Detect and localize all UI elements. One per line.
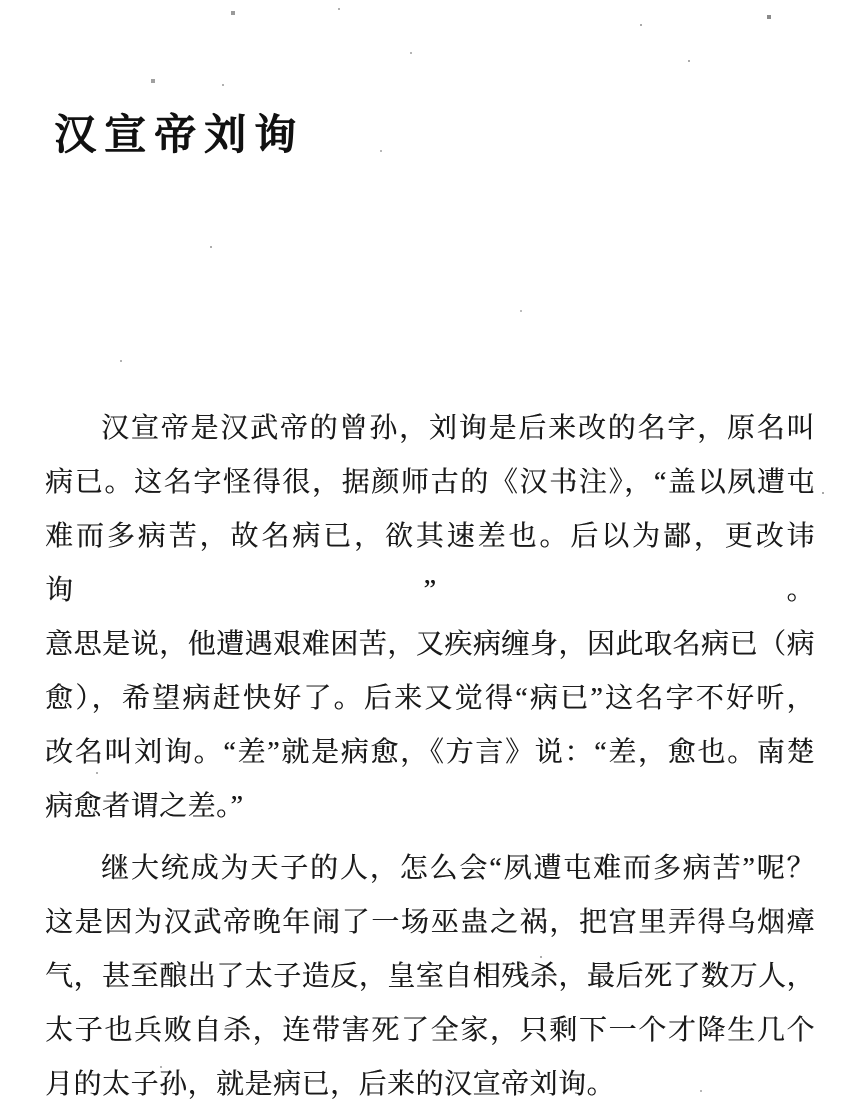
text-line: 这是因为汉武帝晚年闹了一场巫蛊之祸，把宫里弄得乌烟瘴 bbox=[45, 907, 815, 938]
text-line: 病愈者谓之差。” bbox=[45, 791, 244, 822]
text-line: 愈），希望病赶快好了。后来又觉得“病已”这名字不好听， bbox=[45, 683, 815, 714]
text-line: 难而多病苦，故名病已，欲其速差也。后以为鄙，更改讳询”。 bbox=[45, 521, 815, 606]
text-line: 改名叫刘询。“差”就是病愈，《方言》说：“差，愈也。南楚 bbox=[45, 737, 815, 768]
paragraph-1 bbox=[45, 402, 815, 834]
text-line: 意思是说，他遭遇艰难困苦，又疾病缠身，因此取名病已（病 bbox=[45, 629, 815, 660]
text-line: 继大统成为天子的人，怎么会“夙遭屯难而多病苦”呢？ bbox=[101, 853, 815, 884]
scan-noise-speckles bbox=[0, 0, 2, 2]
text-line: 太子也兵败自杀，连带害死了全家，只剩下一个才降生几个 bbox=[45, 1015, 815, 1046]
body-text bbox=[45, 402, 815, 1110]
text-line: 病已。这名字怪得很，据颜师古的《汉书注》，“盖以夙遭屯 bbox=[45, 467, 815, 498]
text-line: 月的太子孙，就是病已，后来的汉宣帝刘询。 bbox=[45, 1069, 616, 1100]
paragraph-2 bbox=[45, 842, 815, 1110]
text-line: 汉宣帝是汉武帝的曾孙，刘询是后来改的名字，原名叫 bbox=[101, 413, 815, 444]
text-line: 气，甚至酿出了太子造反，皇室自相残杀，最后死了数万人， bbox=[45, 961, 815, 992]
page-title: 汉宣帝刘询 bbox=[54, 113, 305, 160]
